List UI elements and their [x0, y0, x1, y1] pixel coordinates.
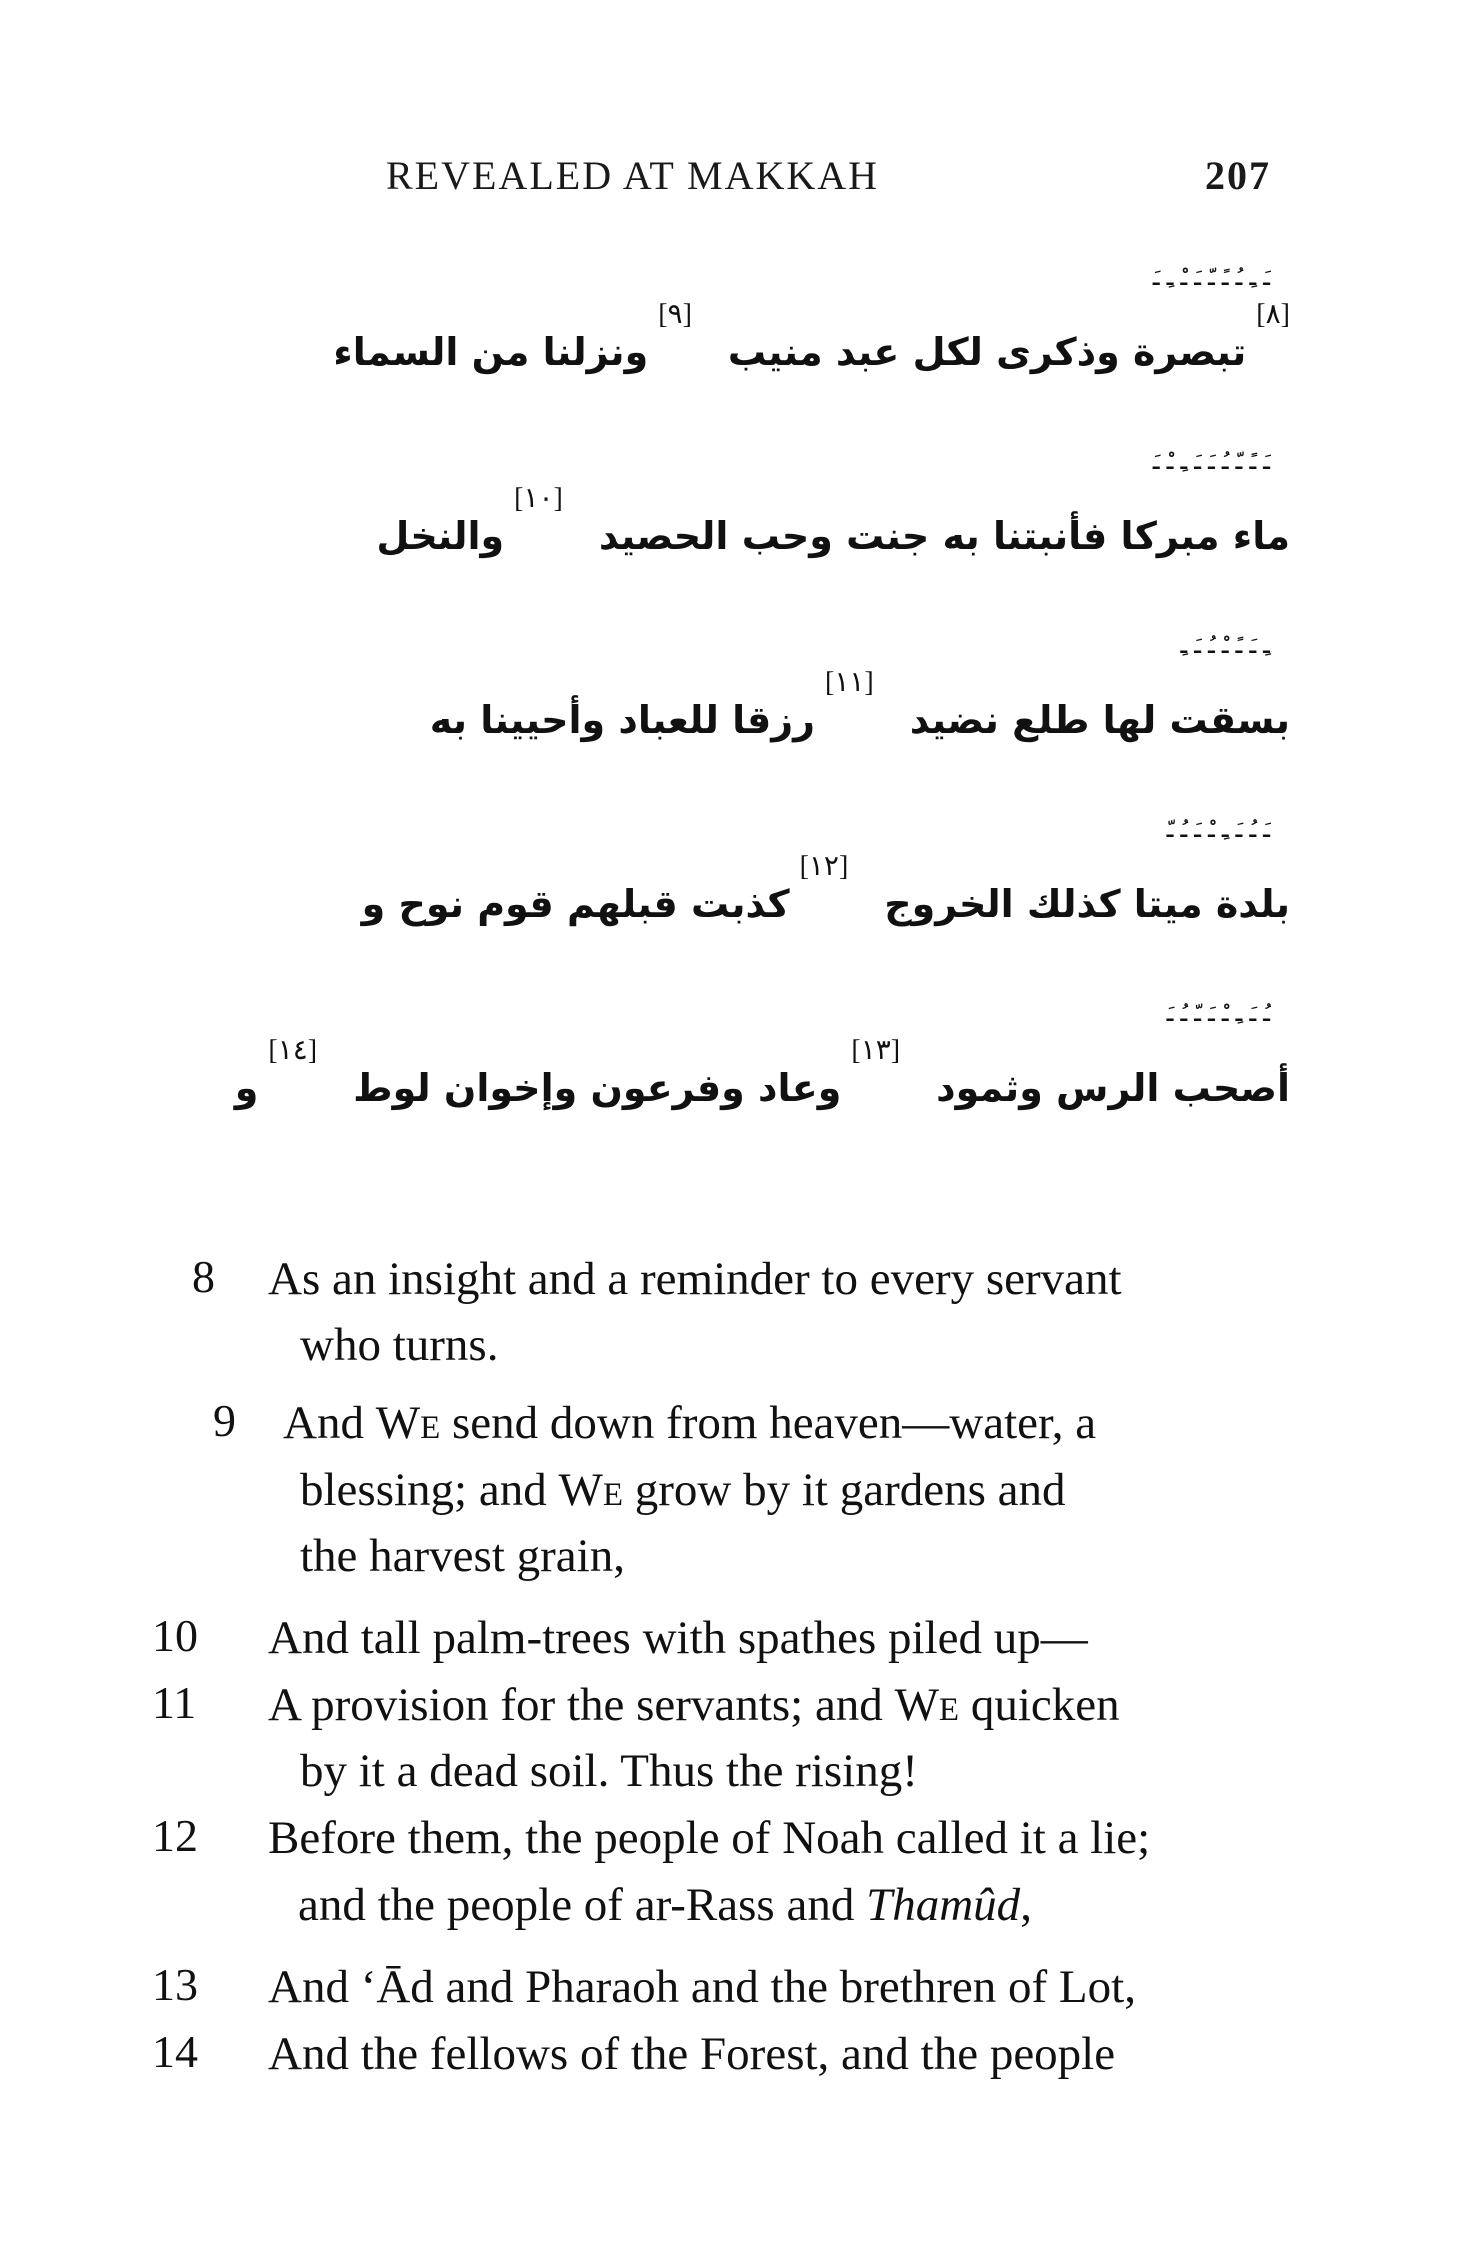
verse-line: And tall palm-trees with spathes piled up— [268, 1612, 1088, 1664]
verse-marker: [٨] [1256, 299, 1290, 330]
arabic-segment: وعاد وفرعون وإخوان لوط [353, 1066, 842, 1110]
arabic-verse-group [910, 668, 1290, 750]
verse-line [283, 1397, 1097, 1449]
verse-line: the harvest grain, [300, 1530, 625, 1582]
verse-marker: [١١] [825, 667, 874, 698]
diacritics-row: ـَ ـً ـّ ـُ ـَ ـَ ـِ ـْ ـَ [1152, 450, 1270, 474]
verse-marker: [٩] [658, 299, 692, 330]
arabic-verse-group [353, 1036, 900, 1118]
verse-line-text: And We send down from heaven—water, a [283, 1397, 1097, 1449]
emphasis: Thamûd [866, 1879, 1021, 1931]
arabic-line [190, 268, 1290, 398]
verse-line-text: A provision for the servants; and We quicken [268, 1679, 1120, 1731]
arabic-verse-group [936, 1036, 1290, 1118]
arabic-verse-group [235, 1036, 317, 1118]
arabic-segment: تبصرة وذكرى لكل عبد منيب [727, 330, 1247, 374]
arabic-segment: بلدة ميتا كذلك الخروج [884, 882, 1290, 926]
arabic-segment: ماء مبركا فأنبتنا به جنت وحب الحصيد [598, 514, 1290, 558]
verse-number: 9 [213, 1395, 236, 1446]
verse-line: As an insight and a reminder to every servant [268, 1253, 1122, 1305]
verse-number: 11 [152, 1677, 197, 1728]
arabic-line-row [362, 852, 1290, 934]
arabic-line-row [333, 300, 1290, 382]
verse-line: by it a dead soil. Thus the rising! [300, 1745, 918, 1797]
emphasis: We [894, 1679, 960, 1731]
verse-number: 8 [192, 1251, 215, 1302]
arabic-line-row [376, 484, 1290, 566]
emphasis: We [375, 1397, 441, 1449]
arabic-segment: ونزلنا من السماء [333, 330, 649, 374]
arabic-segment: رزقا للعباد وأحيينا به [429, 698, 815, 742]
verse-line [300, 1464, 1066, 1516]
arabic-segment: و [234, 1066, 259, 1110]
arabic-verse-group [333, 300, 692, 382]
verse-line: And ‘Ād and Pharaoh and the brethren of Lot, [268, 1961, 1136, 2013]
arabic-verse-group [376, 484, 562, 566]
arabic-line [190, 820, 1290, 950]
arabic-line-row [430, 668, 1290, 750]
arabic-segment: بسقت لها طلع نضيد [909, 698, 1290, 742]
diacritics-row: ـَ ـِ ـُ ـً ـّ ـَ ـْ ـِ ـَ [1152, 266, 1270, 290]
verse-line [298, 1879, 1032, 1931]
arabic-line [190, 636, 1290, 766]
verse-line-text: and the people of ar-Rass and Thamûd, [298, 1879, 1032, 1931]
arabic-verse-group [728, 300, 1290, 382]
verse-number: 10 [152, 1610, 198, 1661]
arabic-segment: والنخل [376, 514, 505, 558]
page-number: 207 [1205, 153, 1271, 198]
verse-number: 14 [152, 2026, 198, 2077]
verse-line: Before them, the people of Noah called it a lie; [268, 1812, 1151, 1864]
arabic-verse-group [599, 484, 1290, 566]
verse-marker: [١٢] [799, 851, 849, 882]
verse-line: And the fellows of the Forest, and the people [268, 2028, 1116, 2080]
running-head: REVEALED AT MAKKAH [386, 153, 880, 198]
arabic-verse-group [430, 668, 874, 750]
diacritics-row: ـِ ـَ ـً ـْ ـُ ـَ ـِ [1180, 634, 1270, 658]
verse-marker: [١٣] [851, 1035, 901, 1066]
verse-line [268, 1679, 1120, 1731]
arabic-verse-group [362, 852, 849, 934]
arabic-line-row [235, 1036, 1290, 1118]
emphasis: We [558, 1464, 624, 1516]
diacritics-row: ـُ ـَ ـِ ـْ ـَ ـّ ـُ ـَ [1166, 1002, 1270, 1026]
arabic-line [190, 1004, 1290, 1134]
arabic-line [190, 452, 1290, 582]
diacritics-row: ـَ ـُ ـَ ـِ ـْ ـَ ـُ ـّ [1166, 818, 1270, 842]
verse-number: 13 [152, 1959, 198, 2010]
verse-line-text: blessing; and We grow by it gardens and [300, 1464, 1066, 1516]
verse-number: 12 [152, 1810, 198, 1861]
verse-marker: [١٤] [268, 1035, 318, 1066]
arabic-segment: أصحب الرس وثمود [936, 1066, 1290, 1110]
verse-marker: [١٠] [514, 483, 563, 514]
arabic-verse-group [884, 852, 1290, 934]
verse-line: who turns. [300, 1319, 499, 1371]
arabic-segment: كذبت قبلهم قوم نوح و [361, 882, 790, 926]
